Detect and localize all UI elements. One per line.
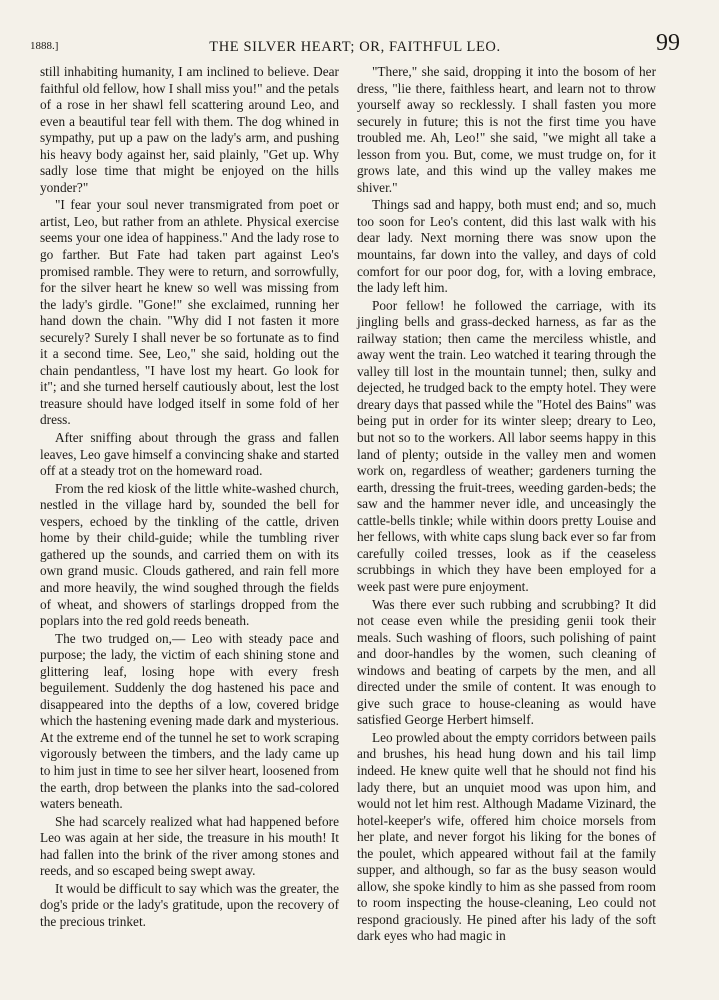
paragraph: Poor fellow! he followed the carriage, with its jingling bells and grass-decked harness, as far as the railway station; then came the merciless whistle, and away went the train. Leo watched it tearing through the valley till lost in the mountain tunnel; then, sulky and dejected, he trudged back to the empty hotel. They were dreary days that passed while the "Hotel des Bains" was being put in order for its winter sleep; dreary to Leo, but not so to the workers. All labor seems happy in this land of plenty; outside in the valley men and women work on, regardless of weather; gardeners turning the earth, dressing the fruit-trees, weeding garden-beds; the saw and the hammer never idle, and unceasingly the cattle-bells tinkle; while within doors pretty Louise and her fellows, with white caps slung back ever so far from carefully coiled tresses, look as if the ceaseless scrubbings in which they have been employed for a week past were pure enjoyment. <box>357 297 656 594</box>
paragraph: After sniffing about through the grass and fallen leaves, Leo gave himself a convincing shake and started off at a steady trot on the homeward road. <box>40 430 339 479</box>
paragraph: Leo prowled about the empty corridors between pails and brushes, his head hung down and his tail limp indeed. He knew quite well that he should not find his lady there, but an unquiet mood was upon him, and would not let him rest. Although Madame Vizinard, the hotel-keeper's wife, offered him choice morsels from her plate, and never forgot his liking for the bones of the poulet, which appeared without fail at the family supper, and although, so far as the busy season would allow, she spoke kindly to him as she passed from room to room inspecting the house-cleaning, Leo could not respond graciously. He pined after his lady of the soft dark eyes who had magic in <box>357 729 656 944</box>
paragraph: Was there ever such rubbing and scrubbing? It did not cease even while the presiding genii took their meals. Such washing of floors, such polishing of paint and door-handles by the women, such cleaning of windows and beating of carpets by the men, and all directed under the smile of content. It was enough to give such grace to house-cleaning as would have satisfied George Herbert himself. <box>357 596 656 728</box>
header-title: THE SILVER HEART; OR, FAITHFUL LEO. <box>209 39 501 55</box>
paragraph: Things sad and happy, both must end; and so, much too soon for Leo's content, did this last walk with his dear lady. Next morning there was snow upon the mountains, far down into the valley, and days of cold comfort for our poor dog, for, with a loving embrace, the lady left him. <box>357 197 656 296</box>
header-year: 1888.] <box>30 40 59 52</box>
paragraph: She had scarcely realized what had happened before Leo was again at her side, the treasure in his mouth! It had fallen into the brink of the river among stones and reeds, and so escaped being swept away. <box>40 813 339 879</box>
left-column <box>40 64 339 930</box>
paragraph: The two trudged on,— Leo with steady pace and purpose; the lady, the victim of each shining stone and glittering leaf, losing hope with every fresh beguilement. Suddenly the dog hastened his pace and disappeared into the depths of a low, covered bridge which the hastening evening made dark and mysterious. At the extreme end of the tunnel he set to work scraping vigorously between the timbers, and the lady came up to him just in time to see her silver heart, loosened from the earth, drop between the planks into the sad-colored waters beneath. <box>40 630 339 812</box>
paragraph: "There," she said, dropping it into the bosom of her dress, "lie there, faithless heart, and learn not to throw yourself away so recklessly. I shall fasten you more securely in future; this is not the first time you have troubled me. Ah, Leo!" she said, "we might all take a lesson from you. But, come, we must trudge on, for it grows late, and this wind up the valley makes me shiver." <box>357 64 656 195</box>
paragraph: From the red kiosk of the little white-washed church, nestled in the village hard by, sounded the bell for vespers, echoed by the tinkling of the cattle, driven home by their child-guide; while the tumbling river gathered up the sounds, and carried them on with its own grand music. Clouds gathered, and rain fell more and more heavily, the wind soughed through the fields of wheat, and showers of starlings dropped from the poplars into the red gold reeds beneath. <box>40 480 339 629</box>
running-header <box>30 30 680 62</box>
paragraph: still inhabiting humanity, I am inclined to believe. Dear faithful old fellow, how I shall miss you!" and the petals of a rose in her shawl fell scattering around Leo, and even a beautiful tear fell with them. The dog whined in sympathy, put up a paw on the lady's arm, and pushing his heavy body against her, said plainly, "Get up. Why sadly lose time that might be enjoyed on the hills yonder?" <box>40 64 339 195</box>
page-number: 99 <box>656 30 680 56</box>
paragraph: "I fear your soul never transmigrated from poet or artist, Leo, but rather from an athlete. Physical exercise seems your one idea of happiness." And the lady rose to go farther. But Fate had taken part against Leo's promised ramble. They were to return, and sorrowfully, for the silver heart he knew so well was missing from the lady's girdle. "Gone!" she exclaimed, running her hand down the chain. "Why did I not fasten it more securely? Surely I shall never be so fortunate as to find it a second time. See, Leo," she said, holding out the chain pendantless, "I have lost my heart. Go look for it"; and she turned herself cautiously about, lest the lost treasure should have lodged itself in some fold of her dress. <box>40 197 339 428</box>
paragraph: It would be difficult to say which was the greater, the dog's pride or the lady's gratitude, upon the recovery of the precious trinket. <box>40 880 339 929</box>
right-column <box>357 64 656 945</box>
